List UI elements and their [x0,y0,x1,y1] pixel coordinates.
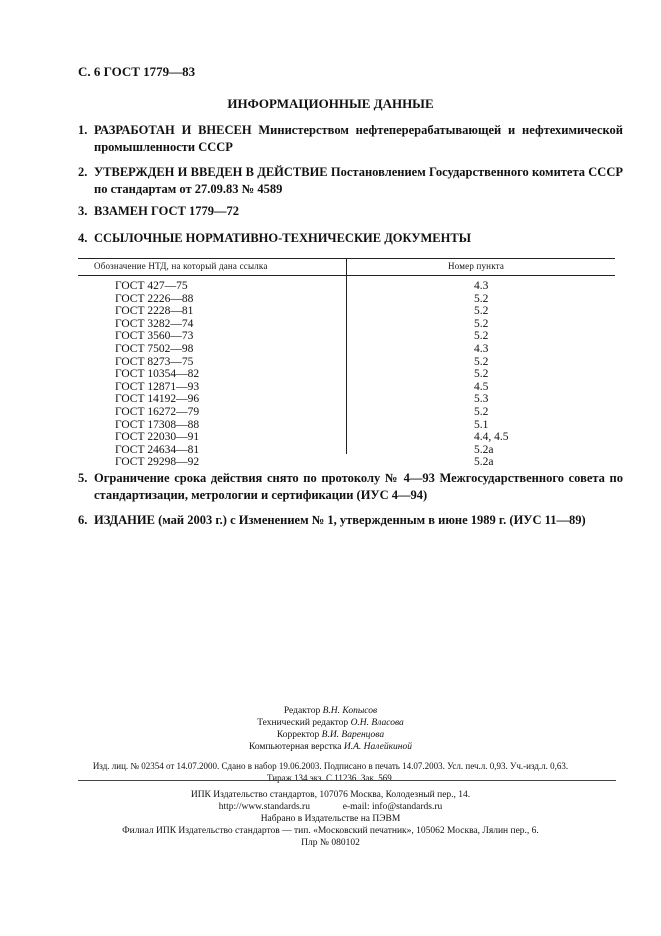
row-designation: ГОСТ 29298—92 [115,456,200,469]
item-number: 5. [78,471,88,485]
credit-label: Компьютерная верстка [249,742,342,752]
row-designation: ГОСТ 3560—73 [115,330,194,343]
item-5 [78,470,623,504]
row-clause: 4.4, 4.5 [474,431,509,444]
item-text: УТВЕРЖДЕН И ВВЕДЕН В ДЕЙСТВИЕ Постановлением Государственного комитета СССР по стандартам от 27.09.83 № 4589 [94,165,623,196]
item-text: ВЗАМЕН ГОСТ 1779—72 [94,204,239,218]
row-designation: ГОСТ 17308—88 [115,418,200,431]
row-clause: 5.2 [474,292,489,305]
credit-name: В.И. Варенцова [321,730,385,740]
table-row [78,356,615,369]
credit-label: Корректор [276,730,320,740]
item-2 [78,164,623,198]
item-number: 6. [78,513,88,527]
credit-corrector [0,729,661,741]
page-header: С. 6 ГОСТ 1779—83 [78,64,196,79]
item-text: РАЗРАБОТАН И ВНЕСЕН Министерством нефтеперерабатывающей и нефтехимической промышленности СССР [94,123,623,154]
table-row [78,343,615,356]
row-clause: 5.2 [474,355,489,368]
row-designation: ГОСТ 22030—91 [115,431,200,444]
publisher-line-3: Набрано в Издательстве на ПЭВМ [260,814,401,824]
row-designation: ГОСТ 2226—88 [115,292,194,305]
row-designation: ГОСТ 2228—81 [115,305,194,318]
row-designation: ГОСТ 16272—79 [115,405,200,418]
table-header-clause: Номер пункта [448,261,505,271]
publisher-line-4: Филиал ИПК Издательство стандартов — тип. «Московский печатник», 105062 Москва, Лялин пер., 6. [122,826,539,836]
row-clause: 5.1 [474,418,489,431]
row-clause: 4.5 [474,380,489,393]
table-row [78,280,615,293]
imprint-line-1: Изд. лиц. № 02354 от 14.07.2000. Сдано в набор 19.06.2003. Подписано в печать 14.07.2003. Усл. печ.л. 0,93. Уч.-изд.л. 0,63. [92,761,569,771]
table-row [78,368,615,381]
table-row [78,330,615,343]
section-title: ИНФОРМАЦИОННЫЕ ДАННЫЕ [227,96,434,111]
credit-name: О.Н. Власова [350,718,404,728]
credit-name: И.А. Налейкиной [343,742,412,752]
row-designation: ГОСТ 10354—82 [115,368,200,381]
item-number: 2. [78,165,88,179]
table-row [78,381,615,394]
item-number: 1. [78,123,88,137]
row-clause: 5.3 [474,393,489,406]
row-designation: ГОСТ 24634—81 [115,443,200,456]
item-1 [78,122,623,156]
row-clause: 5.2 [474,368,489,381]
row-clause: 4.3 [474,342,489,355]
item-6 [78,512,623,529]
table-row [78,318,615,331]
table-row [78,406,615,419]
imprint-separator [78,780,616,781]
publisher-line-1: ИПК Издательство стандартов, 107076 Москва, Колодезный пер., 14. [190,790,471,800]
table-row [78,293,615,306]
row-designation: ГОСТ 12871—93 [115,380,200,393]
row-clause: 5.2а [474,456,494,469]
row-designation: ГОСТ 8273—75 [115,355,194,368]
item-number: 4. [78,231,88,245]
item-number: 3. [78,204,88,218]
publisher-line-5: Плр № 080102 [301,838,360,848]
imprint-line-2: Тираж 134 экз. С 11236. Зак. 569. [266,773,395,783]
publisher-contacts [0,801,661,813]
row-designation: ГОСТ 14192—96 [115,393,200,406]
credit-name: В.Н. Копысов [322,706,378,716]
item-3 [78,203,623,220]
item-text: ССЫЛОЧНЫЕ НОРМАТИВНО-ТЕХНИЧЕСКИЕ ДОКУМЕНТЫ [94,231,471,245]
references-table [78,258,615,469]
table-row [78,419,615,432]
table-row [78,444,615,457]
credit-label: Технический редактор [257,718,349,728]
table-body [78,280,615,469]
table-row [78,456,615,469]
table-header-designation: Обозначение НТД, на который дана ссылка [94,261,268,271]
row-clause: 5.2 [474,330,489,343]
item-text: Ограничение срока действия снято по протоколу № 4—93 Межгосударственного совета по стандартизации, метрологии и сертификации (ИУС 4—94) [94,471,623,502]
row-designation: ГОСТ 7502—98 [115,342,194,355]
table-row [78,393,615,406]
credit-label: Редактор [283,706,321,716]
credit-tech-editor [0,717,661,729]
table-row [78,305,615,318]
row-clause: 5.2 [474,405,489,418]
table-row [78,431,615,444]
publisher-email[interactable]: e-mail: info@standards.ru [342,802,443,812]
item-text: ИЗДАНИЕ (май 2003 г.) с Изменением № 1, утвержденным в июне 1989 г. (ИУС 11—89) [94,513,586,527]
credit-layout [0,741,661,753]
row-clause: 5.2 [474,317,489,330]
row-clause: 5.2 [474,305,489,318]
item-4 [78,230,623,247]
row-designation: ГОСТ 427—75 [115,280,188,292]
credit-editor [0,705,661,717]
row-clause: 5.2а [474,443,494,456]
row-clause: 4.3 [474,280,489,292]
row-designation: ГОСТ 3282—74 [115,317,194,330]
publisher-url[interactable]: http://www.standards.ru [218,802,310,812]
